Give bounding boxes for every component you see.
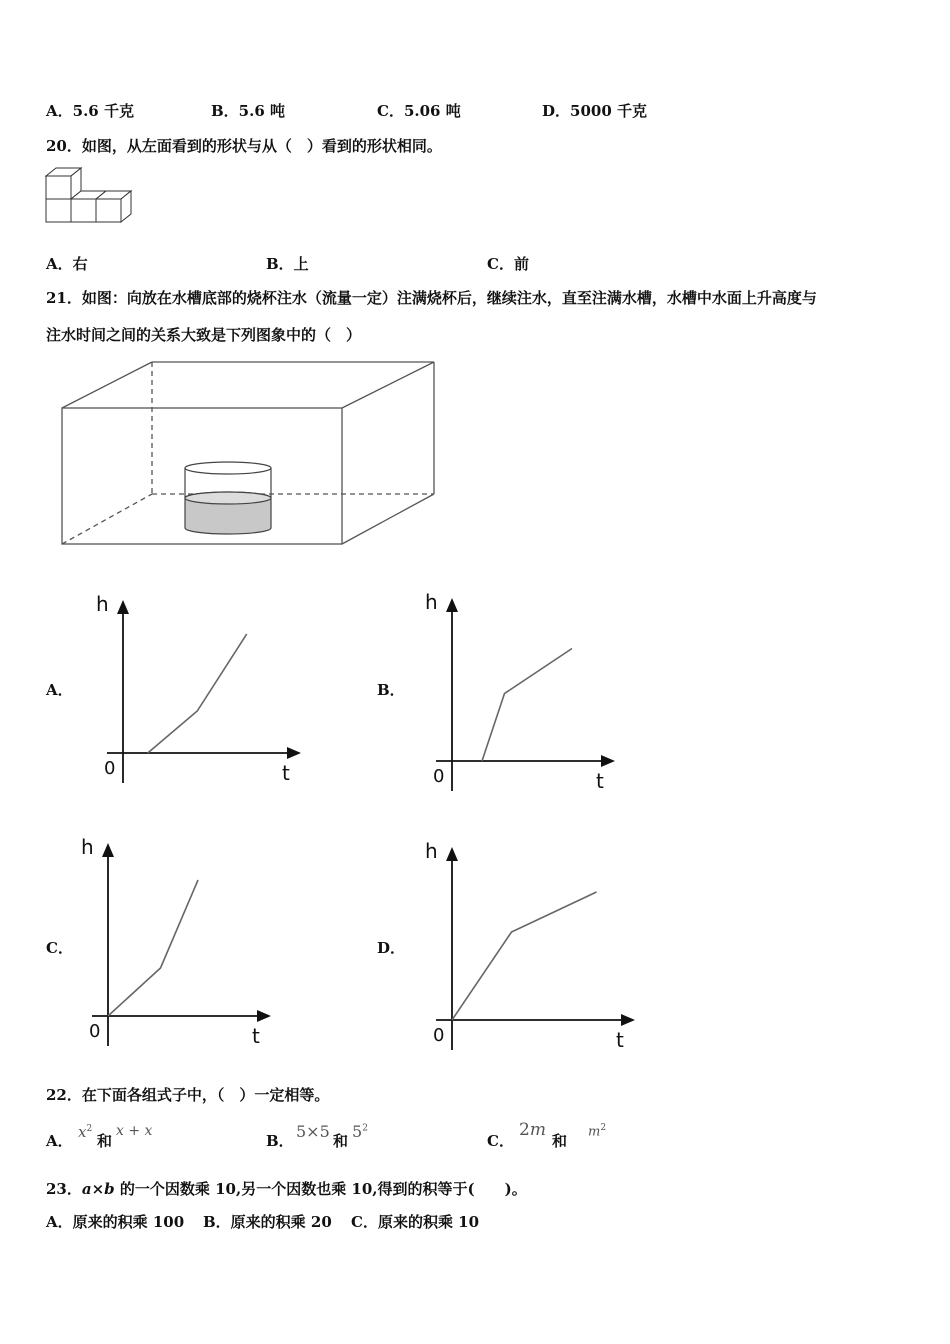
- graph-d: [410, 838, 640, 1053]
- series-line: [452, 892, 597, 1020]
- y-axis-arrow: [117, 600, 129, 614]
- q22-option-a-label[interactable]: A．: [46, 1132, 73, 1150]
- y-axis-label: h: [96, 592, 109, 616]
- graph-a: [90, 585, 320, 800]
- q22-b-expr2: $5^2$: [352, 1122, 368, 1141]
- q20-option-c[interactable]: C．前: [487, 255, 529, 273]
- q20-option-a[interactable]: A．右: [46, 255, 88, 273]
- q22-c-expr1: 2m: [519, 1120, 546, 1140]
- y-axis-label: h: [425, 590, 438, 614]
- q22-b-expr1: 5×5: [296, 1122, 330, 1141]
- q22-option-c-label[interactable]: C．: [487, 1132, 514, 1150]
- q22-c-expr2: $m^2$: [588, 1123, 607, 1140]
- x-axis-label: t: [596, 769, 604, 793]
- q20-option-b[interactable]: B．上: [266, 255, 309, 273]
- q23-option-b[interactable]: B．原来的积乘 20: [203, 1213, 332, 1231]
- q22-a-join: 和: [97, 1132, 113, 1150]
- y-axis-label: h: [425, 839, 438, 863]
- q21-stem-line2: 注水时间之间的关系大致是下列图象中的（ ）: [46, 326, 362, 344]
- y-axis-arrow: [446, 847, 458, 861]
- q23-stem: 23．a×b 的一个因数乘 10,另一个因数也乘 10,得到的积等于( )。: [46, 1180, 527, 1198]
- x-axis-arrow: [621, 1014, 635, 1026]
- q22-option-b-label[interactable]: B．: [266, 1132, 294, 1150]
- q20-stem: 20．如图，从左面看到的形状与从（ ）看到的形状相同。: [46, 137, 442, 155]
- q22-b-join: 和: [333, 1132, 349, 1150]
- q22-a-expr1: $x^2$: [78, 1123, 93, 1141]
- x-axis-label: t: [252, 1024, 260, 1048]
- q22-stem: 22．在下面各组式子中，（ ）一定相等。: [46, 1086, 330, 1104]
- q19-option-b[interactable]: B．5.6 吨: [211, 102, 285, 120]
- y-axis-label: h: [81, 835, 94, 859]
- series-line: [148, 634, 247, 753]
- q21-option-a-label[interactable]: A．: [46, 681, 73, 699]
- water-tank-figure: [46, 358, 446, 548]
- graph-c: [75, 835, 305, 1053]
- graph-b: [410, 585, 640, 800]
- x-axis-arrow: [601, 755, 615, 767]
- q23-option-c[interactable]: C．原来的积乘 10: [351, 1213, 480, 1231]
- origin-label: 0: [433, 766, 445, 787]
- x-axis-label: t: [616, 1028, 624, 1052]
- q21-option-b-label[interactable]: B．: [377, 681, 405, 699]
- y-axis-arrow: [446, 598, 458, 612]
- y-axis-arrow: [102, 843, 114, 857]
- x-axis-arrow: [287, 747, 301, 759]
- q20-cube-figure: [44, 164, 134, 224]
- series-line: [108, 880, 198, 1016]
- origin-label: 0: [104, 758, 116, 779]
- q19-option-d[interactable]: D．5000 千克: [542, 102, 647, 120]
- q21-stem-line1: 21．如图：向放在水槽底部的烧杯注水（流量一定）注满烧杯后，继续注水，直至注满水槽，水槽中水面上升高度与: [46, 289, 817, 307]
- q19-option-a[interactable]: A．5.6 千克: [46, 102, 134, 120]
- q21-option-c-label[interactable]: C．: [46, 939, 73, 957]
- origin-label: 0: [89, 1021, 101, 1042]
- x-axis-arrow: [257, 1010, 271, 1022]
- x-axis-label: t: [282, 761, 290, 785]
- q21-option-d-label[interactable]: D．: [377, 939, 406, 957]
- origin-label: 0: [433, 1025, 445, 1046]
- q22-a-expr2: x + x: [116, 1123, 153, 1139]
- q19-option-c[interactable]: C．5.06 吨: [377, 102, 461, 120]
- series-line: [482, 649, 572, 762]
- q22-c-join: 和: [552, 1132, 568, 1150]
- q23-option-a[interactable]: A．原来的积乘 100: [46, 1213, 185, 1231]
